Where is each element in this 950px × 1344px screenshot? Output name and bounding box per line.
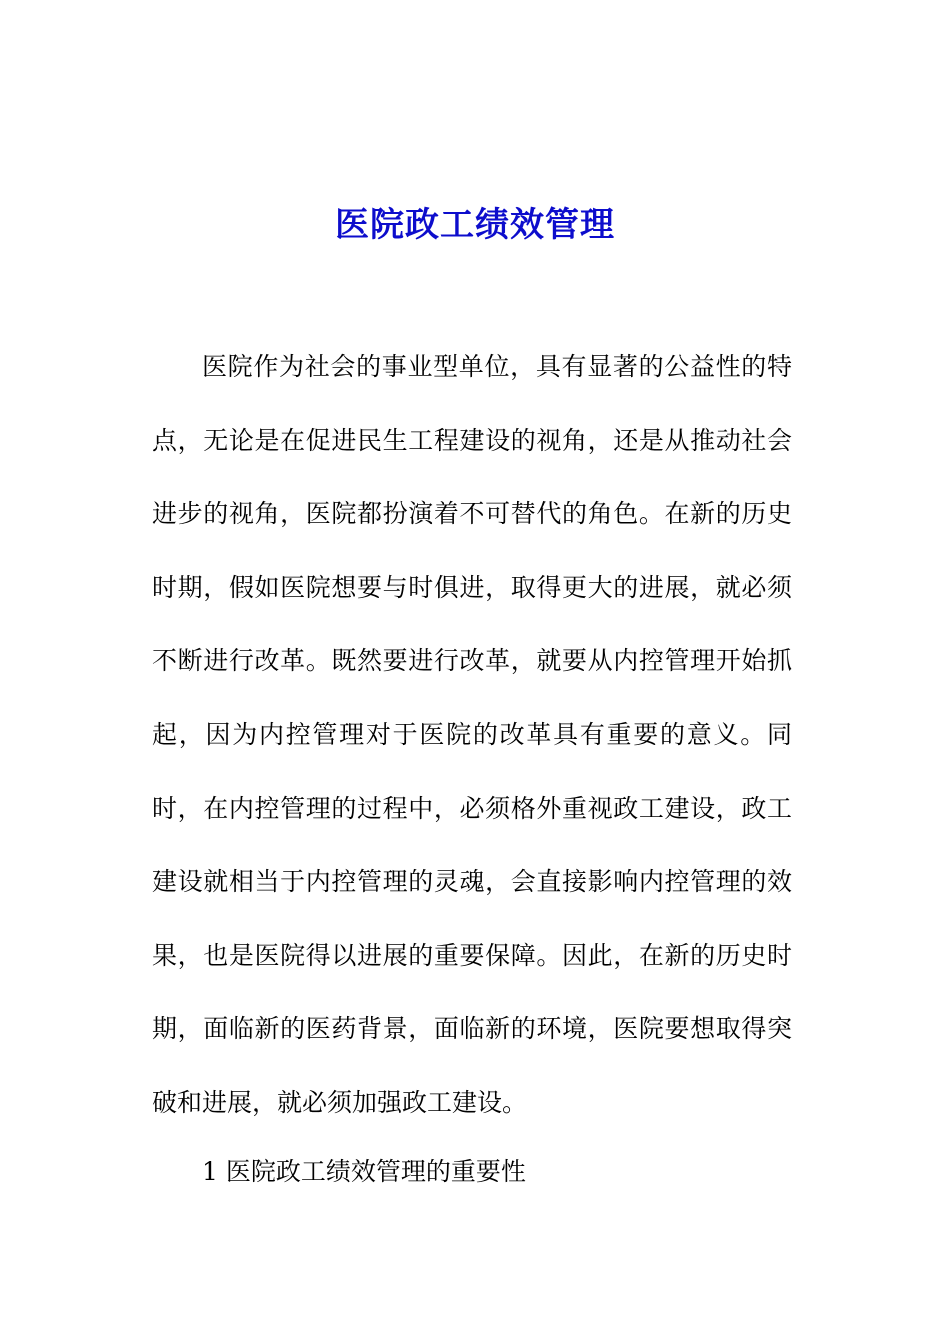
body-paragraph: 医院作为社会的事业型单位，具有显著的公益性的特点，无论是在促进民生工程建设的视角，还是从推动社会进步的视角，医院都扮演着不可替代的角色。在新的历史时期，假如医院想要与时俱进，取得更大的进展，就必须不断进行改革。既然要进行改革，就要从内控管理开始抓起，因为内控管理对于医院的改革具有重要的意义。同时，在内控管理的过程中，必须格外重视政工建设，政工建设就相当于内控管理的灵魂，会直接影响内控管理的效果，也是医院得以进展的重要保障。因此，在新的历史时期，面临新的医药背景，面临新的环境，医院要想取得突破和进展，就必须加强政工建设。 <box>152 352 792 1117</box>
document-title: 医院政工绩效管理 <box>335 204 615 245</box>
section-heading: 1 医院政工绩效管理的重要性 <box>202 1157 526 1186</box>
